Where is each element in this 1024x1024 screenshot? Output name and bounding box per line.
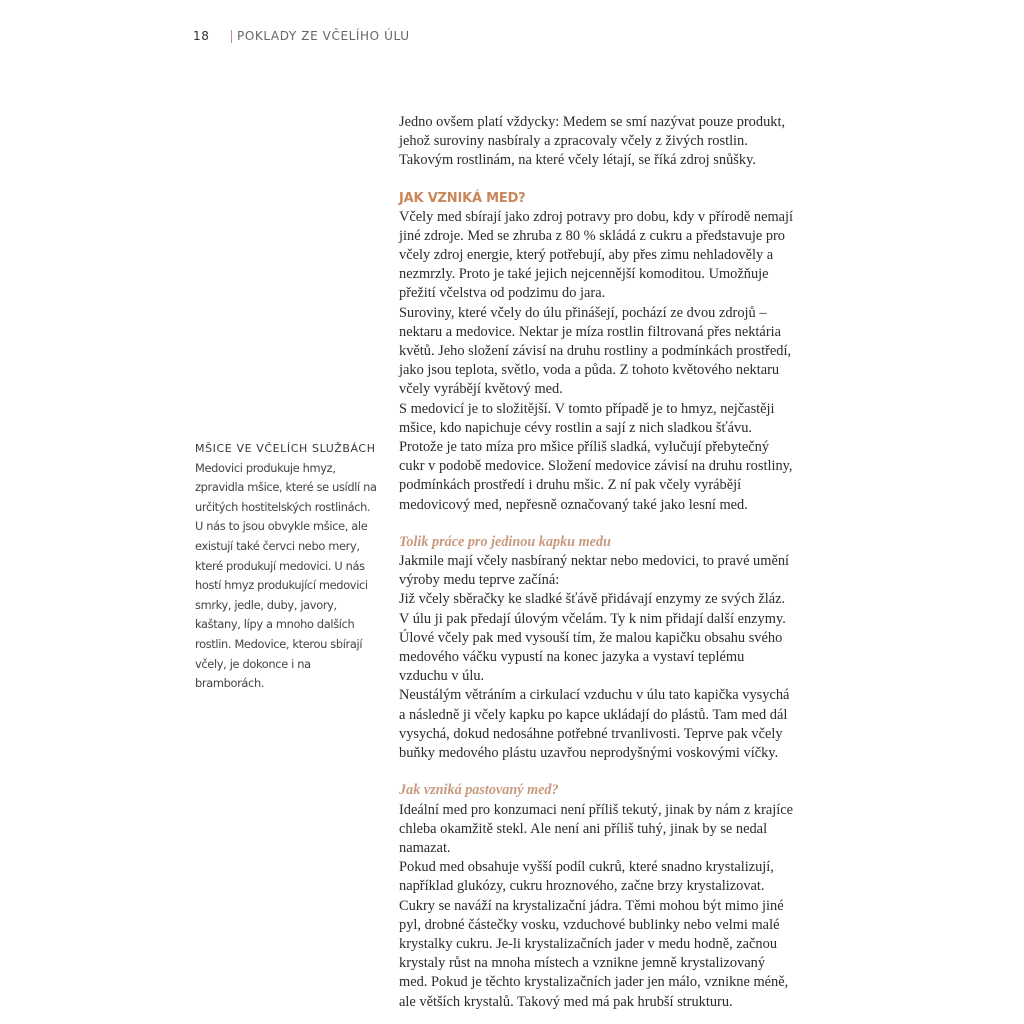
body-paragraph: S medovicí je to složitější. V tomto případě je to hmyz, nejčastěji mšice, kdo napichuje cévy rostlin a sají z nich sladkou šťávu. Protože je tato míza pro mšice příliš sladká, vylučují přebytečný cukr v podobě medovice. Složení medovice závisí na druhu rostliny, podmínkách prostředí i druhu mšic. Z ní pak včely vyrábějí medovicový med, nepřesně označovaný také jako lesní med.	[399, 400, 793, 513]
body-paragraph: Již včely sběračky ke sladké šťávě přidávají enzymy ze svých žláz. V úlu ji pak předají úlovým včelám. Ty k nim přidají další enzymy. Úlové včely pak med vysouší tím, že malou kapičku obsahu svého medového váčku vypustí na konec jazyka a vystaví teplému vzduchu v úlu.	[399, 591, 786, 685]
header-divider	[231, 30, 232, 43]
spacer	[399, 515, 794, 533]
sidebar-text: Medovici produkuje hmyz, zpravidla mšice, které se usídlí na určitých hostitelských rostlinách. U nás to jsou obvykle mšice, ale existují také červci nebo mery, které produkují medovici. U nás hostí hmyz produkující medovici smrky, jedle, duby, javory, kaštany, lípy a mnoho dalších rostlin. Medovice, kterou sbírají včely, je dokonce i na bramborách.	[195, 460, 377, 691]
body-paragraph: Neustálým větráním a cirkulací vzduchu v úlu tato kapička vysychá a následně ji včely kapku po kapce ukládají do plástů. Tam med dál vysychá, dokud nedosáhne potřebné trvanlivosti. Teprve pak včely buňky medového plástu uzavřou neprodyšnými voskovými víčky.	[399, 687, 790, 762]
subsection-heading: Tolik práce pro jedinou kapku medu	[399, 533, 611, 550]
body-paragraph: Jakmile mají včely nasbíraný nektar nebo medovici, to pravé umění výroby medu teprve začíná:	[399, 553, 790, 589]
body-paragraph: Suroviny, které včely do úlu přinášejí, pochází ze dvou zdrojů – nektaru a medovice. Nektar je míza rostlin filtrovaná přes nektária květů. Jeho složení závisí na druhu rostliny a podmínkách prostředí, jako jsou teplota, světlo, voda a půda. Z tohoto květového nektaru včely vyrábějí květový med.	[399, 304, 792, 398]
intro-paragraph: Jedno ovšem platí vždycky: Medem se smí nazývat pouze produkt, jehož suroviny nasbíraly a zpracovaly včely z živých rostlin. Takovým rostlinám, na které včely létají, se říká zdroj snůšky.	[399, 114, 786, 169]
body-paragraph: Pokud med obsahuje vyšší podíl cukrů, které snadno krystalizují, například glukózy, cukru hroznového, začne brzy krystalizovat. Cukry se naváží na krystalizační jádra. Těmi mohou být mimo jiné pyl, drobné částečky vosku, vzduchové bublinky nebo velmi malé krystalky cukru. Je-li krystalizačních jader v medu hodně, začnou krystaly růst na mnoha místech a vznikne jemně krystalizovaný med. Pokud je těchto krystalizačních jader jen málo, vznikne méně, ale větších krystalů. Takový med má pak hrubší strukturu.	[399, 859, 789, 1010]
running-header	[193, 27, 410, 45]
body-paragraph: Včely med sbírají jako zdroj potravy pro dobu, kdy v přírodě nemají jiné zdroje. Med se zhruba z 80 % skládá z cukru a představuje pro včely zdroj energie, který potřebují, aby přes zimu nehladověly a nezmrzly. Proto je také jejich nejcennější komoditou. Umožňuje přežití včelstva od podzimu do jara.	[399, 208, 794, 302]
subsection-heading: Jak vzniká pastovaný med?	[399, 782, 559, 799]
book-title: POKLADY ZE VČELÍHO ÚLU	[237, 29, 410, 43]
section-heading: JAK VZNIKÁ MED?	[399, 190, 526, 206]
spacer	[399, 763, 794, 781]
sidebar-note	[195, 439, 380, 694]
sidebar-title: MŠICE VE VČELÍCH SLUŽBÁCH	[195, 442, 376, 455]
page-number: 18	[193, 29, 210, 43]
main-text-column	[399, 113, 794, 1012]
spacer	[399, 171, 794, 189]
body-paragraph: Ideální med pro konzumaci není příliš tekutý, jinak by nám z krajíce chleba okamžitě stekl. Ale není ani příliš tuhý, jinak by se nedal namazat.	[399, 801, 794, 856]
